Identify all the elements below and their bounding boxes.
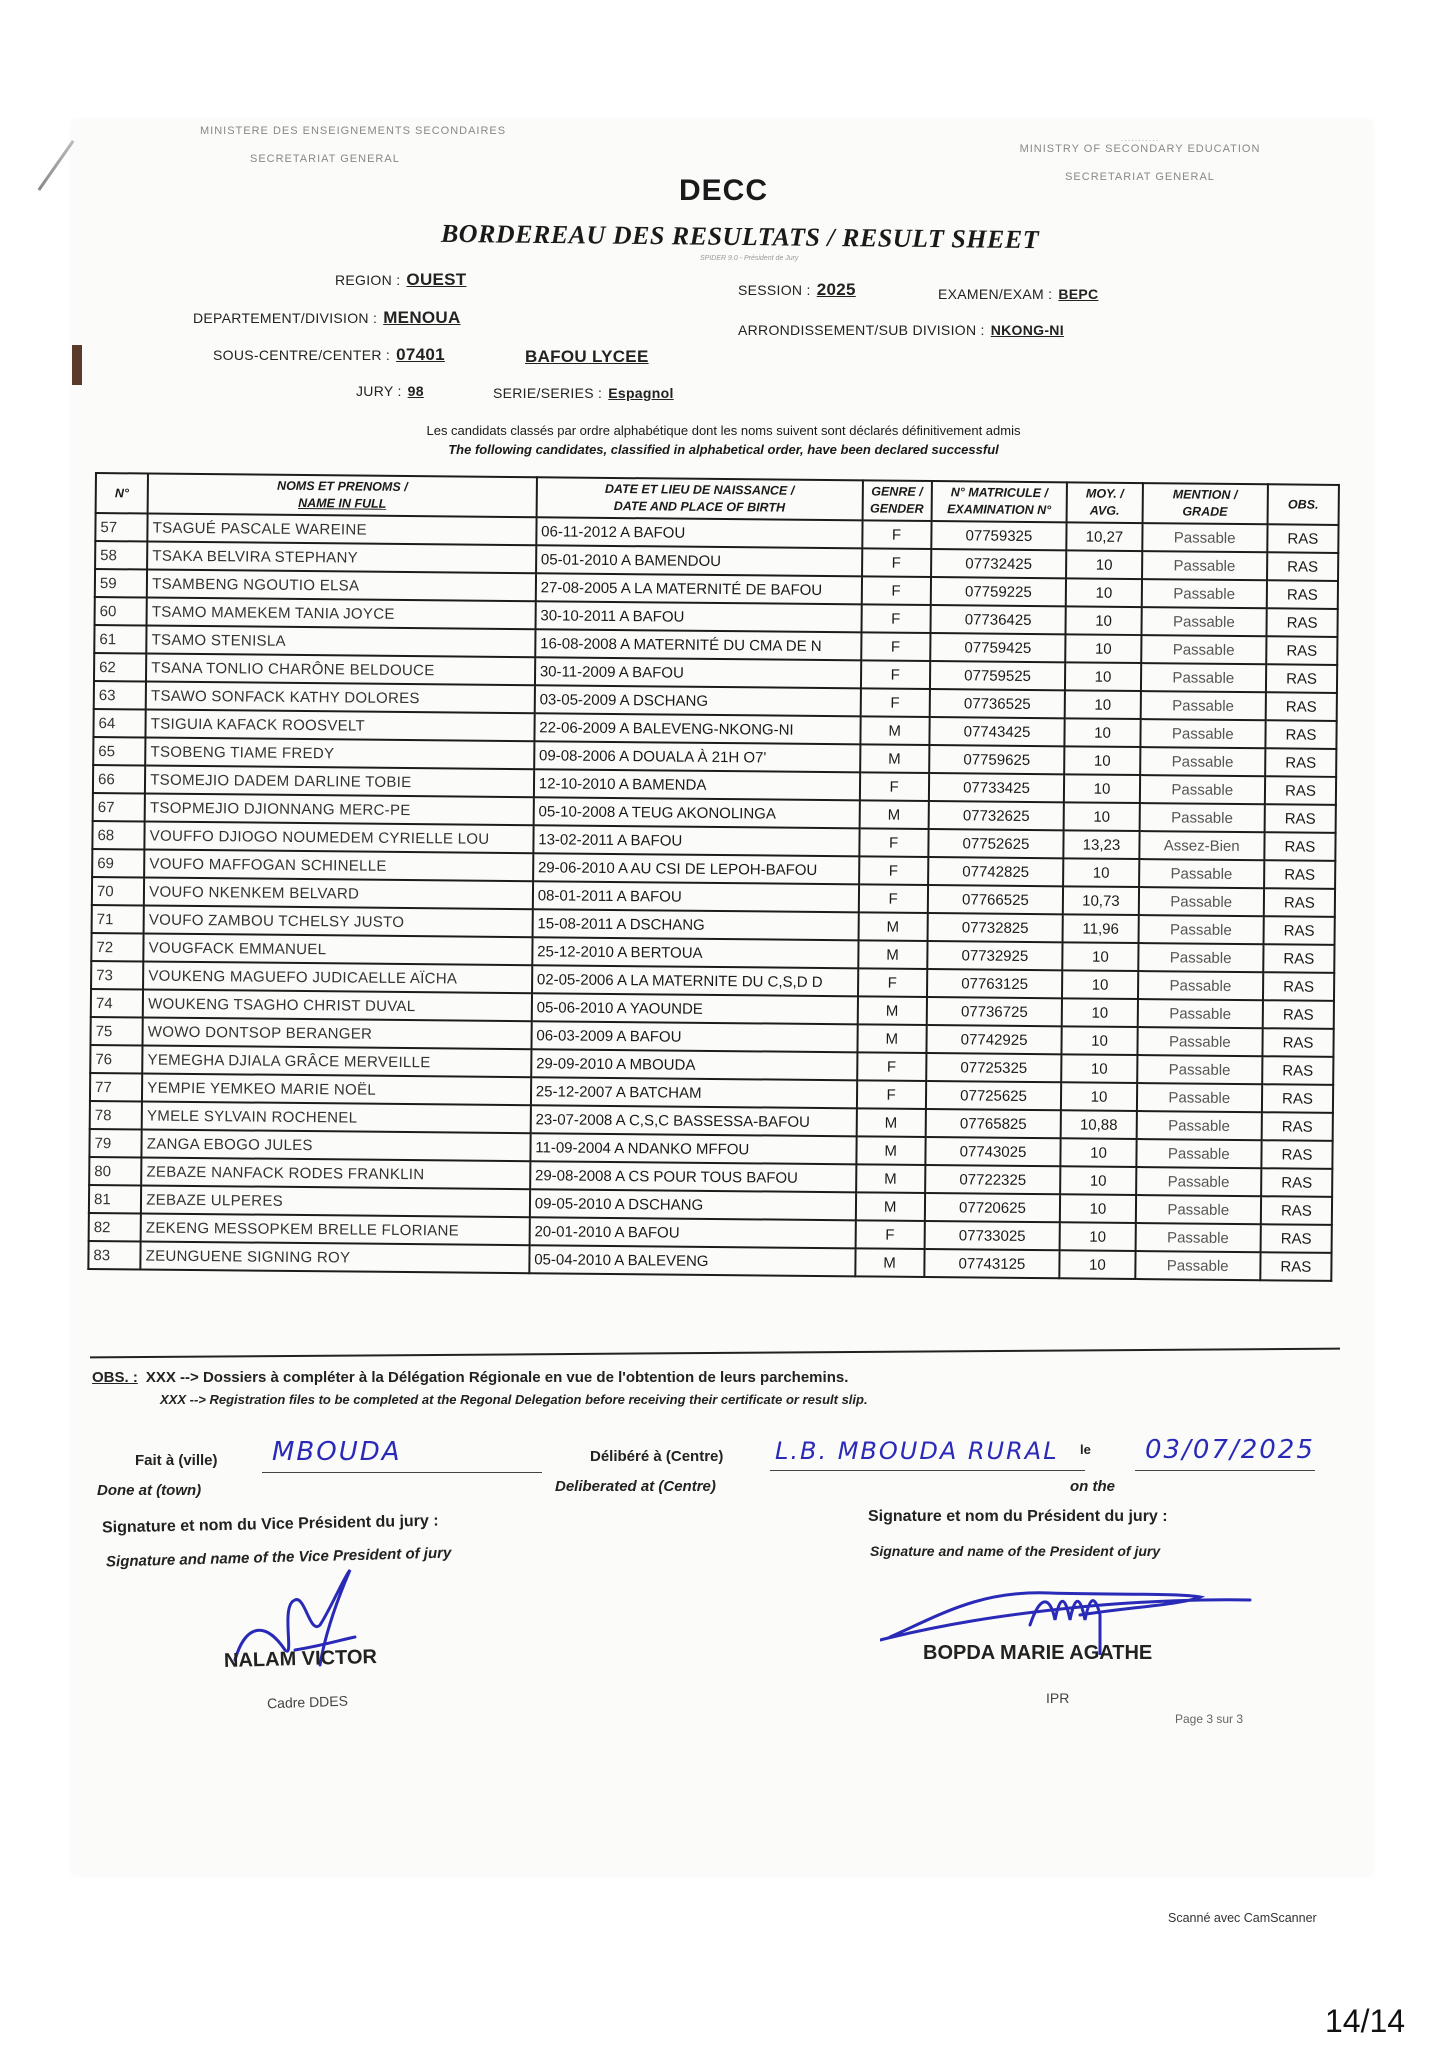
grade: Passable <box>1141 663 1267 692</box>
examination-number: 07742825 <box>928 857 1064 886</box>
birth-date-place: 05-06-2010 A YAOUNDE <box>532 993 858 1024</box>
average: 10 <box>1062 998 1137 1027</box>
president-label-en: Signature and name of the President of jury <box>870 1543 1161 1559</box>
president-label-fr: Signature et nom du Président du jury : <box>868 1508 1168 1525</box>
examination-number: 07759325 <box>931 521 1067 550</box>
gender: M <box>857 1024 926 1053</box>
average: 10 <box>1062 1026 1137 1055</box>
average: 10 <box>1060 1222 1135 1251</box>
birth-date-place: 27-08-2005 A LA MATERNITÉ DE BAFOU <box>536 573 862 604</box>
jury-label: JURY : <box>356 383 402 399</box>
row-number: 61 <box>94 625 146 653</box>
average: 10 <box>1064 774 1139 803</box>
gender: F <box>859 856 928 885</box>
gender: F <box>861 632 930 661</box>
row-number: 80 <box>89 1157 141 1186</box>
region-field <box>335 270 466 290</box>
gender: F <box>861 660 930 689</box>
done-at-label-fr: Fait à (ville) <box>135 1452 218 1469</box>
row-number: 65 <box>93 737 145 766</box>
grade: Passable <box>1138 887 1264 916</box>
examination-number: 07752625 <box>928 829 1064 858</box>
average: 10,73 <box>1063 886 1138 915</box>
candidate-name: ZEBAZE NANFACK RODES FRANKLIN <box>141 1157 530 1189</box>
average: 10 <box>1066 578 1141 607</box>
gender: F <box>862 548 931 577</box>
deliberated-handwritten: L.B. MBOUDA RURAL <box>775 1437 1059 1465</box>
candidate-name: TSOPMEJIO DJIONNANG MERC-PE <box>145 793 534 825</box>
vice-president-label-en: Signature and name of the Vice President of jury <box>105 1544 452 1571</box>
birth-date-place: 25-12-2010 A BERTOUA <box>532 937 858 968</box>
average: 10 <box>1065 662 1140 691</box>
gender: M <box>860 716 929 745</box>
gender: F <box>859 828 928 857</box>
grade: Passable <box>1135 1195 1261 1224</box>
ministry-fr: MINISTERE DES ENSEIGNEMENTS SECONDAIRES <box>200 125 507 137</box>
grade: Passable <box>1142 551 1268 580</box>
candidate-name: ZEUNGUENE SIGNING ROY <box>141 1241 530 1273</box>
average: 10 <box>1066 634 1141 663</box>
date-handwritten: 03/07/2025 <box>1145 1435 1315 1465</box>
row-number: 70 <box>92 877 144 905</box>
examination-number: 07763125 <box>927 969 1063 998</box>
viewer-page-indicator: 14/14 <box>1325 2003 1406 2039</box>
average: 10,27 <box>1067 522 1142 551</box>
average: 10 <box>1060 1250 1135 1279</box>
observation: RAS <box>1265 776 1336 805</box>
exam-label: EXAMEN/EXAM : <box>938 286 1053 302</box>
candidate-name: TSANA TONLIO CHARÔNE BELDOUCE <box>146 654 535 686</box>
center-label: SOUS-CENTRE/CENTER : <box>213 347 391 363</box>
examination-number: 07759225 <box>930 577 1066 606</box>
observation: RAS <box>1261 1140 1332 1169</box>
birth-date-place: 02-05-2006 A LA MATERNITE DU C,S,D D <box>532 965 858 996</box>
candidate-name: VOUFO ZAMBOU TCHELSY JUSTO <box>144 905 533 937</box>
birth-date-place: 08-01-2011 A BAFOU <box>533 881 859 912</box>
observation: RAS <box>1267 524 1338 553</box>
grade: Passable <box>1138 971 1264 1000</box>
birth-date-place: 11-09-2004 A NDANKO MFFOU <box>530 1133 856 1164</box>
examination-number: 07736425 <box>930 605 1066 634</box>
gender: M <box>857 996 926 1025</box>
row-number: 75 <box>90 1017 142 1046</box>
center-name-field <box>525 347 649 367</box>
observation: RAS <box>1264 832 1335 861</box>
birth-date-place: 03-05-2009 A DSCHANG <box>534 685 860 716</box>
division-field <box>193 308 461 328</box>
center-name: BAFOU LYCEE <box>525 347 649 366</box>
examination-number: 07725625 <box>926 1081 1062 1110</box>
grade: Passable <box>1136 1167 1262 1196</box>
row-number: 63 <box>94 681 146 709</box>
candidate-name: VOUFFO DJIOGO NOUMEDEM CYRIELLE LOU <box>145 821 534 853</box>
grade: Passable <box>1137 1055 1263 1084</box>
vice-president-name: NALAM VICTOR <box>223 1646 378 1672</box>
candidate-name: TSIGUIA KAFACK ROOSVELT <box>146 709 535 741</box>
grade: Passable <box>1141 635 1267 664</box>
col-obs: OBS. <box>1267 484 1338 525</box>
average: 10 <box>1064 802 1139 831</box>
candidate-name: ZEKENG MESSOPKEM BRELLE FLORIANE <box>141 1213 530 1245</box>
examination-number: 07759425 <box>930 633 1066 662</box>
gender: M <box>856 1136 925 1165</box>
birth-date-place: 13-02-2011 A BAFOU <box>533 825 859 856</box>
examination-number: 07766525 <box>927 885 1063 914</box>
observation: RAS <box>1260 1252 1331 1281</box>
deliberated-label-en: Deliberated at (Centre) <box>555 1478 716 1495</box>
ministry-en: MINISTRY OF SECONDARY EDUCATION <box>1019 143 1261 155</box>
scanner-watermark: Scanné avec CamScanner <box>1168 1911 1317 1925</box>
session-value: 2025 <box>816 280 856 299</box>
examination-number: 07743425 <box>929 717 1065 746</box>
average: 10,88 <box>1061 1110 1136 1139</box>
row-number: 82 <box>89 1213 141 1242</box>
col-matricule: N° MATRICULE / EXAMINATION N° <box>931 481 1067 522</box>
intro-fr: Les candidats classés par ordre alphabétique dont les noms suivent sont déclarés définitivement admis <box>426 423 1021 438</box>
observation: RAS <box>1267 580 1338 609</box>
grade: Assez-Bien <box>1139 831 1265 860</box>
candidate-name: VOUFO MAFFOGAN SCHINELLE <box>144 849 533 881</box>
row-number: 72 <box>91 933 143 962</box>
average: 10 <box>1061 1082 1136 1111</box>
division-label: DEPARTEMENT/DIVISION : <box>193 310 378 326</box>
gender: F <box>857 1080 926 1109</box>
exam-value: BEPC <box>1058 286 1099 302</box>
observation: RAS <box>1262 1056 1333 1085</box>
grade: Passable <box>1137 1027 1263 1056</box>
average: 13,23 <box>1064 830 1139 859</box>
binder-clip <box>72 345 82 385</box>
examination-number: 07759625 <box>929 745 1065 774</box>
col-birth: DATE ET LIEU DE NAISSANCE / DATE AND PLACE OF BIRTH <box>536 477 862 520</box>
gender: M <box>858 912 927 941</box>
candidate-name: YEMPIE YEMKEO MARIE NOËL <box>142 1073 531 1105</box>
observation: RAS <box>1265 804 1336 833</box>
done-at-underline <box>262 1472 542 1473</box>
gender: F <box>861 576 930 605</box>
birth-date-place: 29-08-2008 A CS POUR TOUS BAFOU <box>530 1161 856 1192</box>
gender: F <box>861 604 930 633</box>
birth-date-place: 29-09-2010 A MBOUDA <box>531 1049 857 1080</box>
obs-en: XXX --> Registration files to be completed at the Regonal Delegation before receiving their certificate or result slip. <box>160 1392 868 1407</box>
row-number: 66 <box>93 765 145 794</box>
region-label: REGION : <box>335 272 401 288</box>
observation: RAS <box>1261 1196 1332 1225</box>
birth-date-place: 15-08-2011 A DSCHANG <box>532 909 858 940</box>
average: 10 <box>1063 858 1138 887</box>
candidate-name: WOUKENG TSAGHO CHRIST DUVAL <box>143 989 532 1021</box>
gender: M <box>860 744 929 773</box>
col-avg: MOY. / AVG. <box>1067 482 1143 523</box>
average: 10 <box>1065 690 1140 719</box>
row-number: 81 <box>89 1185 141 1213</box>
region-value: OUEST <box>406 270 467 289</box>
observation: RAS <box>1266 664 1337 693</box>
obs-fr <box>92 1369 848 1386</box>
grade: Passable <box>1141 579 1267 608</box>
document-page-number: Page 3 sur 3 <box>1175 1712 1244 1726</box>
birth-date-place: 05-04-2010 A BALEVENG <box>529 1245 855 1276</box>
birth-date-place: 09-05-2010 A DSCHANG <box>530 1189 856 1220</box>
average: 10 <box>1060 1194 1135 1223</box>
candidate-name: TSAMBENG NGOUTIO ELSA <box>147 570 536 602</box>
birth-date-place: 20-01-2010 A BAFOU <box>529 1217 855 1248</box>
candidate-name: TSOBENG TIAME FREDY <box>145 737 534 769</box>
examination-number: 07733025 <box>924 1221 1060 1250</box>
obs-fr-text: XXX --> Dossiers à compléter à la Délégation Régionale en vue de l'obtention de leurs parchemins. <box>145 1369 849 1386</box>
examination-number: 07736725 <box>926 997 1062 1026</box>
gender: F <box>855 1220 924 1249</box>
header-left <box>200 125 560 165</box>
candidate-name: VOUGFACK EMMANUEL <box>144 933 533 965</box>
candidate-name: TSAKA BELVIRA STEPHANY <box>147 542 536 574</box>
observation: RAS <box>1263 944 1334 973</box>
candidate-name: TSAGUÉ PASCALE WAREINE <box>148 514 537 546</box>
grade: Passable <box>1138 943 1264 972</box>
grade: Passable <box>1135 1223 1261 1252</box>
row-number: 73 <box>91 961 143 990</box>
birth-date-place: 30-10-2011 A BAFOU <box>535 601 861 632</box>
gender: M <box>858 940 927 969</box>
grade: Passable <box>1141 607 1267 636</box>
document-title: BORDEREAU DES RESULTATS / RESULT SHEET <box>440 218 1040 255</box>
gender: M <box>856 1164 925 1193</box>
exam-field <box>938 286 1098 302</box>
gender: F <box>860 688 929 717</box>
grade: Passable <box>1139 859 1265 888</box>
average: 10 <box>1062 1054 1137 1083</box>
average: 10 <box>1065 718 1140 747</box>
done-at-handwritten: MBOUDA <box>272 1437 402 1467</box>
observation: RAS <box>1266 608 1337 637</box>
grade: Passable <box>1135 1251 1261 1280</box>
row-number: 62 <box>94 653 146 681</box>
observation: RAS <box>1262 1028 1333 1057</box>
gender: F <box>860 772 929 801</box>
row-number: 59 <box>95 569 147 597</box>
average: 10 <box>1063 942 1138 971</box>
grade: Passable <box>1138 915 1264 944</box>
candidate-name: YMELE SYLVAIN ROCHENEL <box>142 1101 531 1133</box>
candidate-name: WOWO DONTSOP BERANGER <box>143 1017 532 1049</box>
examination-number: 07732825 <box>927 913 1063 942</box>
examination-number: 07736525 <box>929 689 1065 718</box>
series-label: SERIE/SERIES : <box>493 385 603 401</box>
candidate-name: ZANGA EBOGO JULES <box>142 1129 531 1161</box>
grade: Passable <box>1136 1111 1262 1140</box>
document-subtitle: SPIDER 9.0 - Président de Jury <box>700 255 799 262</box>
row-number: 60 <box>95 597 147 625</box>
observation: RAS <box>1265 720 1336 749</box>
observation: RAS <box>1261 1224 1332 1253</box>
gender: M <box>855 1248 924 1277</box>
subdivision-value: NKONG-NI <box>990 322 1064 338</box>
examination-number: 07722325 <box>925 1165 1061 1194</box>
col-grade: MENTION / GRADE <box>1142 483 1268 524</box>
jury-field <box>356 383 424 399</box>
session-label: SESSION : <box>738 282 811 298</box>
grade: Passable <box>1139 775 1265 804</box>
birth-date-place: 09-08-2006 A DOUALA À 21H O7' <box>534 741 860 772</box>
row-number: 74 <box>91 989 143 1017</box>
gender: M <box>856 1192 925 1221</box>
candidate-name: TSAMO STENISLA <box>146 626 535 658</box>
vice-president-role: Cadre DDES <box>266 1692 349 1712</box>
observation: RAS <box>1263 972 1334 1001</box>
grade: Passable <box>1137 999 1263 1028</box>
candidate-name: ZEBAZE ULPERES <box>141 1185 530 1217</box>
deliberated-label-fr: Délibéré à (Centre) <box>590 1448 724 1465</box>
results-table <box>87 472 1340 1282</box>
division-value: MENOUA <box>383 308 461 327</box>
examination-number: 07725325 <box>926 1053 1062 1082</box>
examination-number: 07733425 <box>928 773 1064 802</box>
examination-number: 07742925 <box>926 1025 1062 1054</box>
birth-date-place: 06-11-2012 A BAFOU <box>536 517 862 548</box>
birth-date-place: 05-01-2010 A BAMENDOU <box>536 545 862 576</box>
candidate-name: TSOMEJIO DADEM DARLINE TOBIE <box>145 765 534 797</box>
average: 10 <box>1066 550 1141 579</box>
obs-label: OBS. : <box>92 1369 138 1386</box>
candidate-name: VOUKENG MAGUEFO JUDICAELLE AÏCHA <box>143 961 532 993</box>
center-code: 07401 <box>396 345 445 364</box>
col-gender: GENRE / GENDER <box>862 480 931 521</box>
row-number: 58 <box>95 541 147 570</box>
birth-date-place: 29-06-2010 A AU CSI DE LEPOH-BAFOU <box>533 853 859 884</box>
grade: Passable <box>1140 747 1266 776</box>
row-number: 77 <box>90 1073 142 1102</box>
observation: RAS <box>1263 916 1334 945</box>
grade: Passable <box>1137 1083 1263 1112</box>
intro-en: The following candidates, classified in alphabetical order, have been declared successful <box>448 442 999 457</box>
examination-number: 07743125 <box>924 1249 1060 1278</box>
gender: M <box>859 800 928 829</box>
candidate-name: VOUFO NKENKEM BELVARD <box>144 877 533 909</box>
birth-date-place: 12-10-2010 A BAMENDA <box>534 769 860 800</box>
jury-value: 98 <box>407 383 424 399</box>
average: 10 <box>1061 1166 1136 1195</box>
series-value: Espagnol <box>608 385 674 401</box>
gender: F <box>858 884 927 913</box>
grade: Passable <box>1142 523 1268 552</box>
examination-number: 07732425 <box>931 549 1067 578</box>
gender: F <box>858 968 927 997</box>
row-number: 67 <box>93 793 145 821</box>
birth-date-place: 06-03-2009 A BAFOU <box>531 1021 857 1052</box>
examination-number: 07765825 <box>925 1109 1061 1138</box>
col-name: NOMS ET PRENOMS / NAME IN FULL <box>148 474 537 518</box>
birth-date-place: 25-12-2007 A BATCHAM <box>531 1077 857 1108</box>
secretariat-fr: SECRETARIAT GENERAL <box>250 153 400 165</box>
gender: F <box>862 520 931 549</box>
subdivision-label: ARRONDISSEMENT/SUB DIVISION : <box>738 322 985 338</box>
candidate-name: TSAMO MAMEKEM TANIA JOYCE <box>147 598 536 630</box>
average: 10 <box>1062 970 1137 999</box>
row-number: 57 <box>95 513 147 542</box>
examination-number: 07720625 <box>924 1193 1060 1222</box>
examination-number: 07732625 <box>928 801 1064 830</box>
observation: RAS <box>1263 1000 1334 1029</box>
observation: RAS <box>1262 1084 1333 1113</box>
col-num: N° <box>96 473 149 513</box>
header-dots: ........... <box>1120 133 1160 143</box>
observation: RAS <box>1262 1112 1333 1141</box>
series-field <box>493 385 674 401</box>
birth-date-place: 23-07-2008 A C,S,C BASSESSA-BAFOU <box>530 1105 856 1136</box>
observation: RAS <box>1266 692 1337 721</box>
examination-number: 07759525 <box>930 661 1066 690</box>
birth-date-place: 05-10-2008 A TEUG AKONOLINGA <box>533 797 859 828</box>
birth-date-place: 30-11-2009 A BAFOU <box>535 657 861 688</box>
row-number: 83 <box>88 1241 140 1270</box>
row-number: 64 <box>93 709 145 738</box>
center-field <box>213 345 445 365</box>
deliberated-underline <box>770 1470 1085 1471</box>
observation: RAS <box>1264 860 1335 889</box>
observation: RAS <box>1261 1168 1332 1197</box>
subdivision-field <box>738 322 1064 338</box>
row-number: 69 <box>92 849 144 877</box>
observation: RAS <box>1266 636 1337 665</box>
birth-date-place: 16-08-2008 A MATERNITÉ DU CMA DE N <box>535 629 861 660</box>
row-number: 78 <box>90 1101 142 1130</box>
examination-number: 07732925 <box>927 941 1063 970</box>
grade: Passable <box>1136 1139 1262 1168</box>
row-number: 79 <box>89 1129 141 1157</box>
done-at-label-en: Done at (town) <box>97 1482 202 1499</box>
gender: M <box>856 1108 925 1137</box>
president-name: BOPDA MARIE AGATHE <box>923 1642 1153 1664</box>
candidate-name: TSAWO SONFACK KATHY DOLORES <box>146 682 535 714</box>
row-number: 76 <box>90 1045 142 1074</box>
org-title: DECC <box>678 174 768 207</box>
observation: RAS <box>1265 748 1336 777</box>
grade: Passable <box>1140 719 1266 748</box>
president-role: IPR <box>1046 1690 1070 1706</box>
average: 10 <box>1065 746 1140 775</box>
row-number: 68 <box>92 821 144 849</box>
average: 11,96 <box>1063 914 1138 943</box>
birth-date-place: 22-06-2009 A BALEVENG-NKONG-NI <box>534 713 860 744</box>
date-label-en: on the <box>1070 1478 1115 1495</box>
row-number: 71 <box>92 905 144 934</box>
grade: Passable <box>1139 803 1265 832</box>
observation: RAS <box>1264 888 1335 917</box>
average: 10 <box>1061 1138 1136 1167</box>
grade: Passable <box>1140 691 1266 720</box>
observation: RAS <box>1267 552 1338 581</box>
average: 10 <box>1066 606 1141 635</box>
vice-president-label-fr: Signature et nom du Vice Président du jury : <box>101 1512 439 1537</box>
session-field <box>738 280 856 300</box>
gender: F <box>857 1052 926 1081</box>
date-underline <box>1135 1470 1315 1471</box>
date-label-fr: le <box>1080 1442 1091 1457</box>
secretariat-en: SECRETARIAT GENERAL <box>1065 171 1215 183</box>
examination-number: 07743025 <box>925 1137 1061 1166</box>
candidate-name: YEMEGHA DJIALA GRÂCE MERVEILLE <box>142 1045 531 1077</box>
